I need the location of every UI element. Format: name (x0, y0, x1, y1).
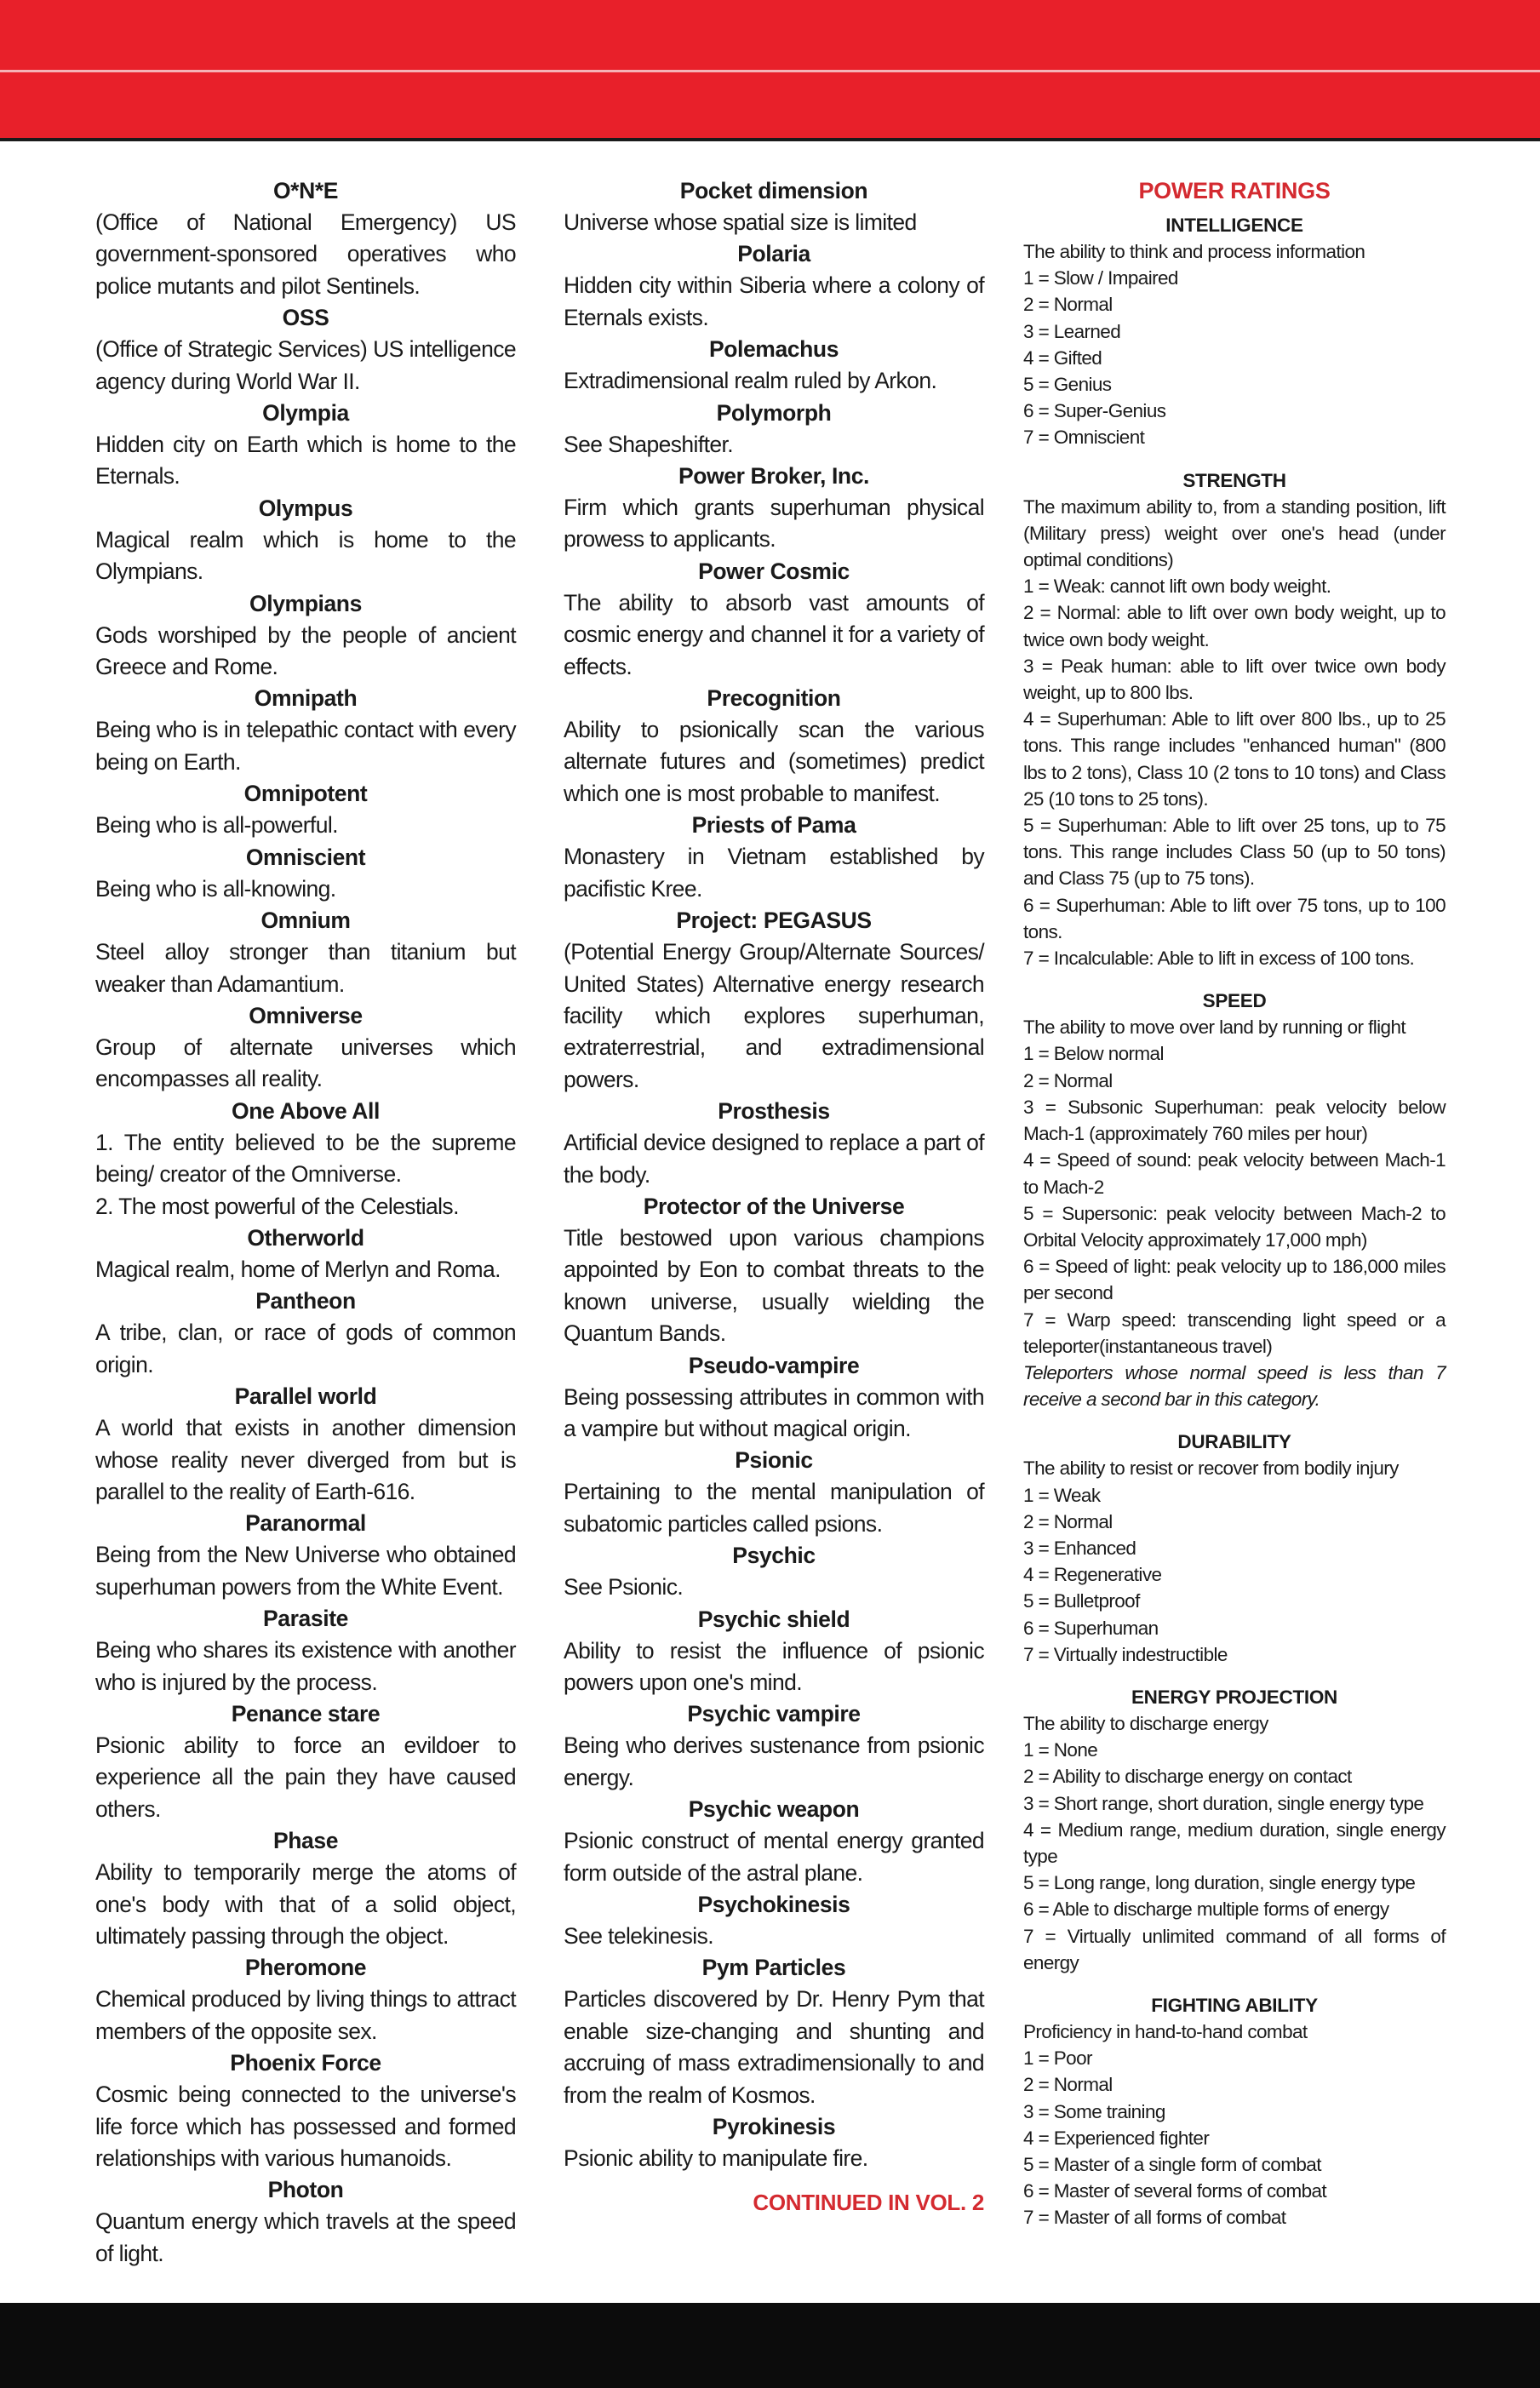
glossary-entry (564, 1350, 984, 1446)
glossary-entry (95, 1000, 516, 1096)
rating-level: 4 = Regenerative (1023, 1564, 1162, 1586)
glossary-term: Polymorph (716, 399, 832, 426)
rating-level: 4 = Superhuman: Able to lift over 800 lbs., up to 25 tons. This range includes "enhanced human" (800 lbs to 2 tons), Class 10 (2 tons to 10 tons) and Class 25 (10 tons to 25 tons). (1023, 708, 1446, 810)
glossary-term: Omniverse (249, 1002, 363, 1028)
definition-line: Being possessing attributes in common with a vampire but without magical origin. (564, 1383, 984, 1441)
definition-line: Psionic ability to manipulate fire. (564, 2145, 868, 2172)
rating-level: 2 = Normal (1023, 1069, 1113, 1091)
glossary-definition (564, 1635, 984, 1699)
definition-line: Ability to psionically scan the various alternate futures and (sometimes) predict which one is most probable to manifest. (564, 717, 984, 806)
glossary-column-2 (564, 175, 984, 2216)
footer-band (0, 2303, 1540, 2388)
definition-line: Hidden city within Siberia where a colony of Eternals exists. (564, 272, 984, 330)
glossary-definition (564, 587, 984, 683)
glossary-entry (95, 1223, 516, 1286)
rating-level: 6 = Superhuman: Able to lift over 75 tons, up to 100 tons. (1023, 894, 1446, 942)
glossary-definition (564, 841, 984, 905)
glossary-definition (564, 1223, 984, 1350)
glossary-definition (564, 936, 984, 1096)
glossary-term: Olympus (258, 495, 353, 521)
definition-line: Cosmic being connected to the universe's life force which has possessed and formed relationships with various humanoids. (95, 2082, 516, 2172)
definition-line: Quantum energy which travels at the speed of light. (95, 2208, 516, 2266)
glossary-term: Psychokinesis (697, 1892, 850, 1918)
glossary-entry (95, 1508, 516, 1603)
glossary-definition (95, 620, 516, 684)
glossary-term: O*N*E (272, 178, 339, 203)
glossary-entry (95, 778, 516, 841)
glossary-entry (564, 461, 984, 556)
glossary-definition (95, 810, 516, 841)
glossary-entry (95, 1825, 516, 1952)
glossary-definition (95, 714, 516, 778)
rating-level: 3 = Subsonic Superhuman: peak velocity below Mach-1 (approximately 760 miles per hour) (1023, 1096, 1446, 1145)
glossary-entry (564, 1889, 984, 1952)
glossary-entry (95, 302, 516, 398)
glossary-term: Psionic (735, 1447, 813, 1474)
glossary-definition (95, 1412, 516, 1508)
glossary-entry (95, 175, 516, 302)
glossary-entry (564, 334, 984, 397)
rating-section (1023, 1429, 1446, 1668)
rating-level: 7 = Incalculable: Able to lift in excess of 100 tons. (1023, 948, 1415, 970)
glossary-entry (564, 556, 984, 683)
glossary-term: Power Cosmic (698, 558, 850, 584)
rating-section-title: SPEED (1202, 990, 1267, 1012)
definition-line: Ability to temporarily merge the atoms of one's body with that of a solid object, ultimately passing through the object. (95, 1859, 516, 1950)
glossary-entry (564, 683, 984, 810)
rating-level: 7 = Omniscient (1023, 427, 1145, 449)
glossary-entry (564, 1191, 984, 1350)
definition-line: See Shapeshifter. (564, 431, 734, 457)
header-band-stripe (0, 70, 1540, 72)
header-band (0, 0, 1540, 140)
glossary-term: Priests of Pama (691, 812, 856, 839)
definition-line: Magical realm which is home to the Olympians. (95, 526, 516, 585)
rating-level: 2 = Normal (1023, 294, 1113, 316)
definition-line: (Office of Strategic Services) US intelligence agency during World War II. (95, 336, 516, 394)
rating-section (1023, 988, 1446, 1412)
glossary-column-2-entries (564, 175, 984, 2174)
rating-section-title: INTELLIGENCE (1165, 215, 1303, 236)
rating-section (1023, 1685, 1446, 1976)
glossary-entry (95, 1381, 516, 1508)
definition-line: A world that exists in another dimension whose reality never diverged from but is parallel to the reality of Earth-616. (95, 1415, 516, 1504)
glossary-term: Pyrokinesis (712, 2114, 836, 2140)
definition-line: Magical realm, home of Merlyn and Roma. (95, 1256, 501, 1282)
definition-line: Artificial device designed to replace a part of the body. (564, 1130, 984, 1188)
definition-line: Monastery in Vietnam established by pacifistic Kree. (564, 844, 984, 902)
glossary-term: Pocket dimension (679, 178, 868, 203)
rating-level: 4 = Medium range, medium duration, single energy type (1023, 1818, 1446, 1867)
glossary-term: Omnium (260, 908, 351, 934)
power-ratings-sections (1023, 213, 1446, 2231)
glossary-entry (95, 1096, 516, 1223)
glossary-definition (95, 873, 516, 905)
glossary-term: One Above All (232, 1097, 380, 1124)
rating-level: 3 = Peak human: able to lift over twice own body weight, up to 800 lbs. (1023, 655, 1446, 704)
glossary-entry (95, 905, 516, 1000)
definition-line: 2. The most powerful of the Celestials. (95, 1193, 459, 1219)
rating-level: 2 = Normal: able to lift over own body weight, up to twice own body weight. (1023, 602, 1446, 650)
rating-description: The ability to think and process information (1023, 241, 1365, 262)
header-band-edge (0, 138, 1540, 141)
rating-level: 1 = None (1023, 1739, 1098, 1761)
glossary-term: Omnipotent (243, 781, 368, 807)
definition-line: The ability to absorb vast amounts of cosmic energy and channel it for a variety of effects. (564, 589, 984, 679)
definition-line: A tribe, clan, or race of gods of common origin. (95, 1320, 516, 1377)
glossary-definition (95, 429, 516, 493)
rating-level: 4 = Experienced fighter (1023, 2127, 1210, 2149)
glossary-definition (95, 1127, 516, 1223)
glossary-entry (95, 2174, 516, 2270)
rating-section-title: DURABILITY (1177, 1431, 1291, 1453)
glossary-entry (564, 175, 984, 238)
rating-description: The maximum ability to, from a standing position, lift (Military press) weight over one's head (under optimal conditions) (1023, 495, 1446, 571)
glossary-definition (564, 2143, 984, 2174)
glossary-term: Prosthesis (718, 1098, 830, 1125)
glossary-definition (564, 1476, 984, 1540)
power-ratings-column (1023, 175, 1446, 2248)
rating-level: 7 = Virtually unlimited command of all forms of energy (1023, 1925, 1446, 1973)
glossary-term: Omniscient (245, 844, 366, 870)
glossary-definition (95, 334, 516, 398)
definition-line: Particles discovered by Dr. Henry Pym that enable size-changing and shunting and accruing of mass extradimensionally to and from the realm of Kosmos. (564, 1986, 984, 2108)
glossary-definition (95, 1539, 516, 1603)
glossary-term: Olympians (249, 590, 362, 616)
glossary-entry (95, 398, 516, 493)
glossary-definition (564, 1382, 984, 1446)
rating-level: 3 = Short range, short duration, single energy type (1023, 1792, 1424, 1814)
glossary-definition (95, 1635, 516, 1698)
definition-line: Chemical produced by living things to attract members of the opposite sex. (95, 1986, 516, 2044)
rating-description: Proficiency in hand-to-hand combat (1023, 2020, 1308, 2042)
glossary-entry (564, 2111, 984, 2174)
rating-level: 6 = Speed of light: peak velocity up to 186,000 miles per second (1023, 1256, 1446, 1304)
glossary-entry (95, 1286, 516, 1381)
rating-level: 4 = Speed of sound: peak velocity between Mach-1 to Mach-2 (1023, 1149, 1446, 1198)
glossary-definition (564, 429, 984, 461)
definition-line: Pertaining to the mental manipulation of subatomic particles called psions. (564, 1479, 984, 1537)
glossary-definition (564, 1921, 984, 1952)
glossary-entry (95, 588, 516, 684)
glossary-definition (564, 1984, 984, 2111)
rating-description: The ability to discharge energy (1023, 1712, 1268, 1734)
glossary-entry (95, 1698, 516, 1825)
rating-level: 7 = Master of all forms of combat (1023, 2207, 1286, 2229)
rating-level: 3 = Learned (1023, 320, 1121, 342)
glossary-term: Phoenix Force (230, 2050, 381, 2076)
glossary-definition (564, 714, 984, 810)
rating-level: 6 = Master of several forms of combat (1023, 2180, 1327, 2202)
glossary-term: Polaria (737, 241, 810, 267)
glossary-term: Psychic weapon (688, 1796, 860, 1823)
rating-level: 3 = Some training (1023, 2100, 1165, 2122)
glossary-definition (95, 1984, 516, 2047)
definition-line: Being who is in telepathic contact with every being on Earth. (95, 717, 516, 775)
rating-level: 7 = Virtually indestructible (1023, 1643, 1228, 1665)
glossary-term: OSS (282, 305, 329, 331)
glossary-entry (564, 1698, 984, 1794)
glossary-term: Omnipath (254, 685, 358, 712)
glossary-definition (564, 1730, 984, 1794)
rating-section (1023, 213, 1446, 451)
glossary-term: Psychic shield (697, 1606, 850, 1632)
glossary-definition (95, 1317, 516, 1381)
glossary-definition (95, 1730, 516, 1825)
rating-note: Teleporters whose normal speed is less than 7 receive a second bar in this category. (1023, 1361, 1446, 1411)
rating-level: 5 = Master of a single form of combat (1023, 2154, 1321, 2175)
definition-line: Being who is all-knowing. (95, 875, 336, 902)
glossary-definition (564, 365, 984, 397)
rating-level: 3 = Enhanced (1023, 1537, 1136, 1559)
glossary-definition (564, 492, 984, 556)
glossary-definition (95, 207, 516, 302)
glossary-term: Pantheon (255, 1288, 356, 1314)
glossary-term: Pym Particles (701, 1955, 846, 1981)
definition-line: See telekinesis. (564, 1923, 714, 1950)
rating-level: 5 = Long range, long duration, single energy type (1023, 1872, 1416, 1894)
definition-line: Firm which grants superhuman physical prowess to applicants. (564, 495, 984, 553)
glossary-term: Precognition (707, 685, 841, 712)
glossary-definition (95, 1857, 516, 1952)
glossary-entry (95, 1603, 516, 1698)
glossary-definition (95, 1254, 516, 1286)
definition-line: Being who derives sustenance from psionic energy. (564, 1732, 984, 1790)
glossary-entry (564, 1794, 984, 1889)
definition-line: See Psionic. (564, 1574, 684, 1601)
rating-level: 5 = Superhuman: Able to lift over 25 tons, up to 75 tons. This range includes Class 50 (up to 50 tons) and Class 75 (up to 75 tons). (1023, 815, 1446, 890)
rating-section-title: STRENGTH (1182, 469, 1286, 491)
glossary-term: Pheromone (244, 1955, 367, 1981)
rating-section (1023, 468, 1446, 972)
glossary-term: Polemachus (708, 336, 839, 363)
definition-line: Steel alloy stronger than titanium but weaker than Adamantium. (95, 939, 516, 997)
definition-line: Universe whose spatial size is limited (564, 209, 917, 235)
rating-level: 6 = Superhuman (1023, 1617, 1159, 1639)
rating-level: 1 = Poor (1023, 2047, 1092, 2070)
definition-line: (Office of National Emergency) US government-sponsored operatives who police mutants and pilot Sentinels. (95, 209, 516, 299)
definition-line: Group of alternate universes which encompasses all reality. (95, 1034, 516, 1092)
glossary-definition (564, 207, 984, 238)
glossary-term: Paranormal (245, 1510, 366, 1537)
glossary-entry (564, 1604, 984, 1699)
glossary-term: Project: PEGASUS (676, 908, 872, 934)
glossary-term: Parallel world (234, 1383, 377, 1410)
definition-line: Being who shares its existence with another who is injured by the process. (95, 1637, 516, 1695)
rating-section-title: ENERGY PROJECTION (1131, 1686, 1338, 1708)
glossary-entry (95, 683, 516, 778)
definition-line: Title bestowed upon various champions appointed by Eon to combat threats to the known universe, usually wielding the Quantum Bands. (564, 1224, 984, 1347)
definition-line: Gods worshiped by the people of ancient Greece and Rome. (95, 621, 516, 680)
glossary-term: Otherworld (247, 1224, 364, 1251)
definition-line: Hidden city on Earth which is home to the Eternals. (95, 432, 516, 490)
definition-line: Psionic construct of mental energy granted form outside of the astral plane. (564, 1828, 984, 1886)
glossary-definition (95, 2079, 516, 2174)
glossary-definition (564, 1127, 984, 1191)
glossary-term: Parasite (263, 1606, 348, 1632)
glossary-definition (564, 1825, 984, 1889)
glossary-definition (564, 1572, 984, 1603)
rating-description: The ability to move over land by running or flight (1023, 1016, 1406, 1039)
glossary-entry (564, 1952, 984, 2111)
rating-section (1023, 1993, 1446, 2231)
glossary-definition (95, 2206, 516, 2270)
glossary-entry (564, 398, 984, 461)
glossary-term: Psychic vampire (687, 1701, 861, 1727)
rating-level: 6 = Able to discharge multiple forms of energy (1023, 1898, 1389, 1921)
glossary-definition (564, 270, 984, 334)
glossary-entry (564, 905, 984, 1096)
definition-line: Extradimensional realm ruled by Arkon. (564, 368, 937, 394)
definition-line: Psionic ability to force an evildoer to experience all the pain they have caused others. (95, 1732, 516, 1822)
definition-line: Being who is all-powerful. (95, 812, 338, 839)
glossary-definition (95, 936, 516, 1000)
definition-line: Ability to resist the influence of psionic powers upon one's mind. (564, 1637, 984, 1695)
glossary-column-1 (95, 175, 516, 2270)
glossary-term: Olympia (262, 400, 349, 427)
glossary-entry (564, 1540, 984, 1603)
power-ratings-title: POWER RATINGS (1138, 178, 1331, 203)
glossary-term: Penance stare (231, 1701, 381, 1727)
glossary-term: Pseudo-vampire (688, 1352, 860, 1378)
glossary-entry (564, 238, 984, 334)
definition-line: (Potential Energy Group/Alternate Sources/ United States) Alternative energy research facility which explores superhuman, extraterrestrial, and extradimensional powers. (564, 939, 984, 1092)
glossary-entry (95, 1952, 516, 2047)
rating-level: 1 = Below normal (1023, 1043, 1164, 1065)
rating-level: 4 = Gifted (1023, 346, 1102, 369)
rating-level: 1 = Slow / Impaired (1023, 267, 1178, 289)
glossary-term: Power Broker, Inc. (678, 463, 870, 490)
rating-description: The ability to resist or recover from bodily injury (1023, 1457, 1399, 1480)
glossary-term: Phase (272, 1828, 339, 1854)
rating-level: 2 = Ability to discharge energy on contact (1023, 1766, 1352, 1788)
glossary-term: Protector of the Universe (643, 1193, 905, 1219)
glossary-definition (95, 1032, 516, 1096)
definition-line: 1. The entity believed to be the supreme being/ creator of the Omniverse. (95, 1129, 516, 1188)
rating-level: 1 = Weak (1023, 1484, 1101, 1506)
rating-level: 1 = Weak: cannot lift own body weight. (1023, 576, 1331, 598)
rating-level: 7 = Warp speed: transcending light speed or a teleporter(instantaneous travel) (1023, 1309, 1446, 1357)
continued-label: CONTINUED IN VOL. 2 (753, 2190, 984, 2216)
glossary-entry (95, 2047, 516, 2174)
glossary-term: Photon (267, 2177, 344, 2203)
rating-level: 5 = Supersonic: peak velocity between Mach-2 to Orbital Velocity approximately 17,000 mph) (1023, 1202, 1446, 1251)
rating-level: 2 = Normal (1023, 1510, 1113, 1532)
rating-level: 5 = Genius (1023, 374, 1112, 396)
glossary-entry (564, 1096, 984, 1191)
rating-level: 2 = Normal (1023, 2074, 1113, 2096)
rating-section-title: FIGHTING ABILITY (1151, 1994, 1318, 2016)
definition-line: Being from the New Universe who obtained superhuman powers from the White Event. (95, 1542, 516, 1600)
glossary-entry (95, 842, 516, 905)
glossary-entry (95, 493, 516, 588)
rating-level: 6 = Super-Genius (1023, 400, 1166, 422)
glossary-entry (564, 1445, 984, 1540)
glossary-definition (95, 524, 516, 588)
glossary-term: Psychic (732, 1543, 816, 1569)
rating-level: 5 = Bulletproof (1023, 1590, 1140, 1612)
glossary-entry (564, 810, 984, 905)
